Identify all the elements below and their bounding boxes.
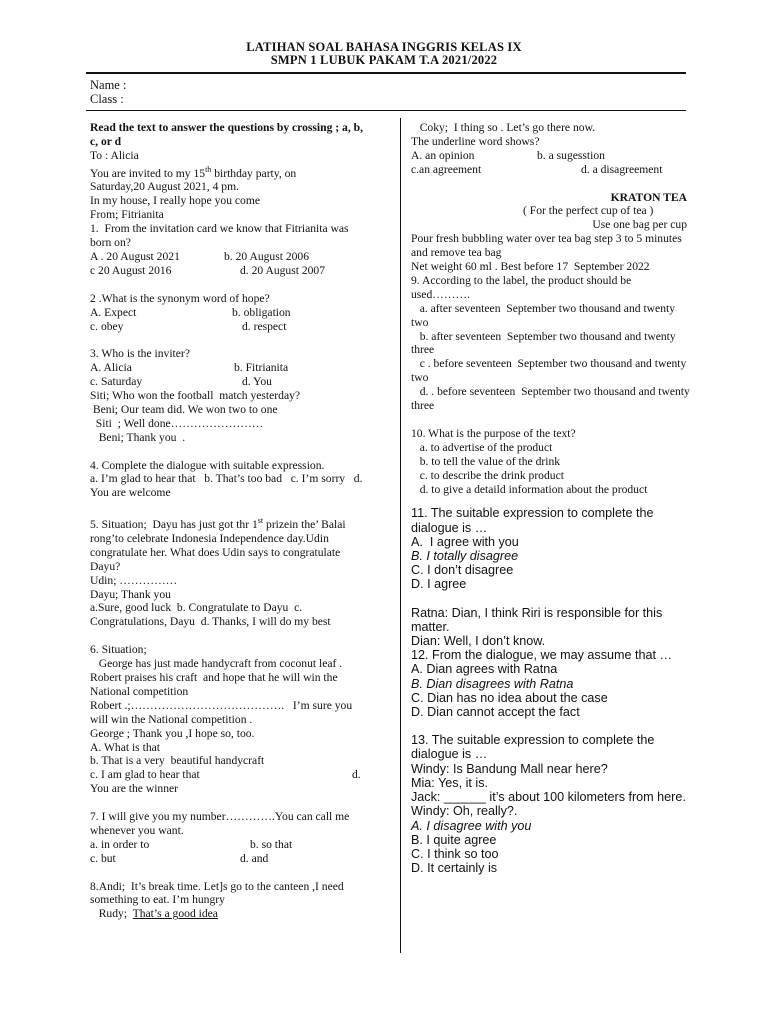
q9-option-d[interactable]: d. . before seventeen September two thousand and twenty three xyxy=(411,385,693,413)
kraton-tea-title: KRATON TEA xyxy=(610,190,687,204)
jack-line: Jack: ______ it’s about 100 kilometers from here. xyxy=(411,790,686,805)
q7-option-b[interactable]: b. so that xyxy=(250,837,293,851)
q1-option-c[interactable]: c 20 August 2016 xyxy=(90,263,172,277)
q12-option-b[interactable]: B. Dian disagrees with Ratna xyxy=(411,676,574,691)
ratna-line: Ratna: Dian, I think Riri is responsible for this matter. xyxy=(411,605,666,634)
column-divider xyxy=(400,118,401,953)
q13-option-b[interactable]: B. I quite agree xyxy=(411,832,497,847)
q6-option-b[interactable]: b. That is a very beautiful handycraft xyxy=(90,754,265,768)
q2-option-a[interactable]: A. Expect xyxy=(90,305,137,319)
dialogue-line: Beni; Our team did. We won two to one xyxy=(90,402,278,416)
question-10: 10. What is the purpose of the text? xyxy=(411,426,576,440)
q13-option-d[interactable]: D. It certainly is xyxy=(411,861,498,876)
q10-option-d[interactable]: d. to give a detaild information about the product xyxy=(411,482,648,496)
q10-option-c[interactable]: c. to describe the drink product xyxy=(411,468,564,482)
q1-option-a[interactable]: A . 20 August 2021 xyxy=(90,250,180,264)
q6-robert: Robert .;…………………………………. I’m sure you will win the National competition . xyxy=(90,698,356,726)
dialogue-line: Siti; Who won the football match yesterday? xyxy=(90,389,301,403)
name-label: Name : xyxy=(90,78,127,92)
class-label: Class : xyxy=(90,92,124,106)
q3-option-a[interactable]: A. Alicia xyxy=(90,361,132,375)
q3-option-d[interactable]: d. You xyxy=(242,375,272,389)
page-subtitle: SMPN 1 LUBUK PAKAM T.A 2021/2022 xyxy=(270,53,498,67)
dialogue-line: Siti ; Well done…………………… xyxy=(90,416,264,430)
q7-option-d[interactable]: d. and xyxy=(240,851,269,865)
header-divider xyxy=(86,72,686,74)
left-column xyxy=(90,121,370,921)
q9-option-b[interactable]: b. after seventeen September two thousand and twenty three xyxy=(411,329,679,357)
question-9: 9. According to the label, the product should be used………. xyxy=(411,273,635,301)
question-3: 3. Who is the inviter? xyxy=(90,347,190,361)
question-5: 5. Situation; Dayu has just got thr 1st prizein the’ Balai rong’to celebrate Indonesia Independence day.Udin congratulate her. What does Udin says to congratulate Dayu? xyxy=(90,516,349,573)
question-4: 4. Complete the dialogue with suitable expression. xyxy=(90,458,325,472)
q9-option-c[interactable]: c . before seventeen September two thousand and twenty two xyxy=(411,357,690,385)
fields-divider xyxy=(86,110,686,111)
underlined-phrase: That’s a good idea xyxy=(132,907,218,921)
q12-option-c[interactable]: C. Dian has no idea about the case xyxy=(411,690,608,705)
mia-line: Mia: Yes, it is. xyxy=(411,775,488,790)
windy-line-1: Windy: Is Bandung Mall near here? xyxy=(411,761,608,776)
q11-option-b[interactable]: B. I totally disagree xyxy=(411,549,519,564)
invite-from: From; Fitrianita xyxy=(90,208,164,222)
question-2: 2 .What is the synonym word of hope? xyxy=(90,291,270,305)
coky-line: Coky; I thing so . Let’s go there now. xyxy=(411,121,596,134)
kraton-tea-usage: Use one bag per cup xyxy=(592,218,687,232)
q2-option-b[interactable]: b. obligation xyxy=(232,305,291,319)
q2-option-c[interactable]: c. obey xyxy=(90,319,124,333)
right-column xyxy=(411,121,691,875)
question-8: 8.Andi; It’s break time. Let]s go to the canteen ,I need something to eat. I’m hungry xyxy=(90,879,347,907)
q11-option-c[interactable]: C. I don’t disagree xyxy=(411,563,514,578)
q3-option-c[interactable]: c. Saturday xyxy=(90,375,143,389)
q13-option-a[interactable]: A. I disagree with you xyxy=(411,818,532,833)
kraton-tea-tagline: ( For the perfect cup of tea ) xyxy=(523,204,654,218)
q1-option-b[interactable]: b. 20 August 2006 xyxy=(224,250,310,264)
q11-option-a[interactable]: A. I agree with you xyxy=(411,534,519,549)
q7-option-a[interactable]: a. in order to xyxy=(90,837,150,851)
question-7: 7. I will give you my number………….You can call me whenever you want. xyxy=(90,810,353,837)
q5-dayu: Dayu; Thank you xyxy=(90,587,171,601)
q2-option-d[interactable]: d. respect xyxy=(242,319,287,333)
invite-to: To : Alicia xyxy=(90,148,139,162)
question-11: 11. The suitable expression to complete the dialogue is … xyxy=(411,506,657,535)
q3-option-b[interactable]: b. Fitrianita xyxy=(234,361,289,375)
q10-option-b[interactable]: b. to tell the value of the drink xyxy=(411,454,561,468)
question-6-text: George has just made handycraft from coconut leaf . Robert praises his craft and hope that he will win the National competition xyxy=(90,657,346,698)
q10-option-a[interactable]: a. to advertise of the product xyxy=(411,440,553,454)
question-13: 13. The suitable expression to complete the dialogue is … xyxy=(411,733,658,762)
q6-option-a[interactable]: A. What is that xyxy=(90,740,160,754)
invite-line-3: In my house, I really hope you come xyxy=(90,194,260,208)
invite-line-2: Saturday,20 August 2021, 4 pm. xyxy=(90,180,239,194)
question-4-options[interactable]: a. I’m glad to hear that b. That’s too bad c. I’m sorry d. You are welcome xyxy=(90,472,365,500)
q7-option-c[interactable]: c. but xyxy=(90,851,116,865)
q6-george: George ; Thank you ,I hope so, too. xyxy=(90,726,255,740)
question-6: 6. Situation; xyxy=(90,643,147,657)
q8-rudy: Rudy; That’s a good idea xyxy=(90,907,218,921)
kraton-tea-instructions: Pour fresh bubbling water over tea bag step 3 to 5 minutes and remove tea bag xyxy=(411,232,685,260)
q11-option-d[interactable]: D. I agree xyxy=(411,577,467,592)
instruction: Read the text to answer the questions by crossing ; a, b, c, or d xyxy=(90,121,366,148)
q5-udin: Udin; …………… xyxy=(90,573,178,587)
dialogue-line: Beni; Thank you . xyxy=(90,430,186,444)
kraton-tea-net-weight: Net weight 60 ml . Best before 17 September 2022 xyxy=(411,260,650,274)
q1-option-d[interactable]: d. 20 August 2007 xyxy=(240,263,326,277)
q6-option-d[interactable]: You are the winner xyxy=(90,782,179,796)
question-1-options-cd xyxy=(90,264,370,278)
q12-option-d[interactable]: D. Dian cannot accept the fact xyxy=(411,705,580,720)
question-5-options[interactable]: a.Sure, good luck b. Congratulate to Dayu c. Congratulations, Dayu d. Thanks, I will do my best xyxy=(90,601,331,629)
q13-option-c[interactable]: C. I think so too xyxy=(411,846,499,861)
q6-option-c[interactable]: c. I am glad to hear that xyxy=(90,768,200,782)
underline-question: The underline word shows? xyxy=(411,134,540,148)
q8-option-b[interactable]: b. a sugesstion xyxy=(537,148,605,162)
q8-option-d[interactable]: d. a disagreement xyxy=(581,162,663,176)
q8-option-a[interactable]: A. an opinion xyxy=(411,148,475,162)
question-1: 1. From the invitation card we know that Fitrianita was born on? xyxy=(90,222,352,250)
q8-option-c[interactable]: c.an agreement xyxy=(411,162,482,176)
q12-option-a[interactable]: A. Dian agrees with Ratna xyxy=(411,662,558,677)
question-1-options-ab xyxy=(90,250,370,264)
dian-line: Dian: Well, I don’t know. xyxy=(411,634,546,649)
question-12: 12. From the dialogue, we may assume that … xyxy=(411,648,673,663)
q6-option-d-label[interactable]: d. xyxy=(352,768,361,782)
windy-line-2: Windy: Oh, really?. xyxy=(411,804,518,819)
page-title: LATIHAN SOAL BAHASA INGGRIS KELAS IX xyxy=(246,40,522,54)
invite-line-1: You are invited to my 15th birthday party, on xyxy=(90,164,297,180)
q9-option-a[interactable]: a. after seventeen September two thousand and twenty two xyxy=(411,301,678,329)
